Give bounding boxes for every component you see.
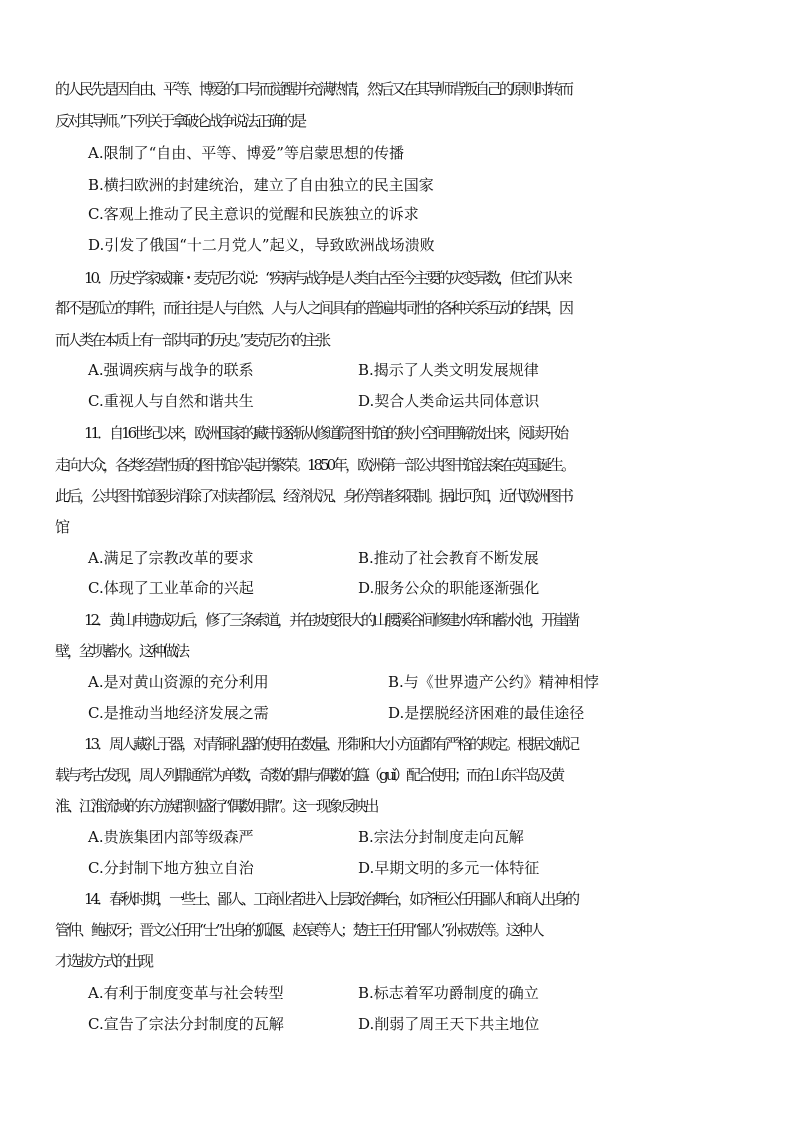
q11-option-a: A.满足了宗教改革的要求 [88, 549, 254, 567]
q11-stem-line-2: 走向大众，各类经营性质的图书馆兴起并繁荣。1850年，欧洲第一部公共图书馆法案在英国诞生。 [55, 456, 574, 474]
q13-option-d: D.早期文明的多元一体特征 [358, 859, 540, 877]
q10-option-a: A.强调疾病与战争的联系 [88, 361, 254, 379]
q14-option-c: C.宣告了宗法分封制度的瓦解 [88, 1015, 284, 1033]
q12-option-a: A.是对黄山资源的充分利用 [88, 673, 269, 691]
q13-stem-line-3: 淮、江淮流域的东方族群则盛行“偶数用鼎”。这一现象反映出 [55, 797, 377, 815]
intro-line-2: 反对其导师。”下列关于拿破仑战争说法正确的是 [55, 112, 305, 130]
q13-stem-line-2: 载与考古发现，周人列鼎通常为单数，奇数的鼎与偶数的簋（guǐ）配合使用；而在山东半岛及黄 [55, 766, 563, 784]
q9-option-d: D.引发了俄国“十二月党人”起义，导致欧洲战场溃败 [88, 236, 435, 254]
q11-stem-line-1: 11．自16世纪以来，欧洲国家的藏书逐渐从修道院图书馆的狭小空间里解放出来，阅读开始 [84, 424, 567, 442]
q9-option-b: B.横扫欧洲的封建统治，建立了自由独立的民主国家 [88, 176, 434, 194]
q13-stem-line-1: 13．周人藏礼于器，对青铜礼器的使用在数量、形制和大小方面都有严格的规定。根据文献记 [84, 735, 578, 753]
q10-stem-line-3: 而人类在本质上有一部共同的历史。”麦克尼尔的主张 [55, 331, 329, 349]
q11-stem-line-3: 此后，公共图书馆逐步消除了对读者阶层、经济状况、身份等诸多限制。据此可知，近代欧洲图书 [55, 487, 572, 505]
q11-option-b: B.推动了社会教育不断发展 [358, 549, 539, 567]
q14-stem-line-3: 才选拔方式的出现 [55, 952, 152, 970]
q13-option-b: B.宗法分封制度走向瓦解 [358, 828, 524, 846]
q10-stem-line-1: 10．历史学家威廉・麦克尼尔说：“疾病与战争是人类自古至今主要的灾变异数，但它们从来 [84, 269, 570, 287]
q13-option-c: C.分封制下地方独立自治 [88, 859, 254, 877]
q9-option-c: C.客观上推动了民主意识的觉醒和民族独立的诉求 [88, 205, 419, 223]
q14-option-b: B.标志着军功爵制度的确立 [358, 984, 539, 1002]
q14-stem-line-1: 14．春秋时期，一些士、鄙人、工商业者进入上层政治舞台，如齐桓公任用鄙人和商人出身的 [84, 890, 578, 908]
q14-stem-line-2: 管仲、鲍叔牙；晋文公任用“士”出身的狐偃、赵衰等人；楚庄王任用“鄙人”孙叔敖等。这种人 [55, 921, 542, 939]
q11-stem-line-4: 馆 [55, 518, 68, 536]
q10-option-b: B.揭示了人类文明发展规律 [358, 361, 539, 379]
q12-option-c: C.是推动当地经济发展之需 [88, 704, 269, 722]
q13-option-a: A.贵族集团内部等级森严 [88, 828, 254, 846]
q12-stem-line-2: 壁，坌坝蓄水。这种做法 [55, 642, 188, 660]
q11-option-d: D.服务公众的职能逐渐强化 [358, 579, 540, 597]
q12-option-b: B.与《世界遗产公约》精神相悖 [388, 673, 599, 691]
q12-option-d: D.是摆脱经济困难的最佳途径 [388, 704, 585, 722]
q9-option-a: A.限制了“自由、平等、博爱”等启蒙思想的传播 [88, 144, 404, 162]
q10-option-d: D.契合人类命运共同体意识 [358, 392, 540, 410]
intro-line-1: 的人民先是因自由、平等、博爱的口号而觉醒并充满热情，然后又在其导师背叛自己的原则时转而 [55, 80, 572, 98]
q12-stem-line-1: 12．黄山申遗成功后，修了三条索道，并在坡度很大的山腰溪谷间修建水库和蓄水池，开崖凿 [84, 611, 578, 629]
q14-option-d: D.削弱了周王天下共主地位 [358, 1015, 540, 1033]
q11-option-c: C.体现了工业革命的兴起 [88, 579, 254, 597]
q10-option-c: C.重视人与自然和谐共生 [88, 392, 254, 410]
q10-stem-line-2: 都不是孤立的事件，而往往是人与自然、人与人之间具有的普遍共同性的各种关系互动的结果，因 [55, 299, 572, 317]
q14-option-a: A.有利于制度变革与社会转型 [88, 984, 284, 1002]
